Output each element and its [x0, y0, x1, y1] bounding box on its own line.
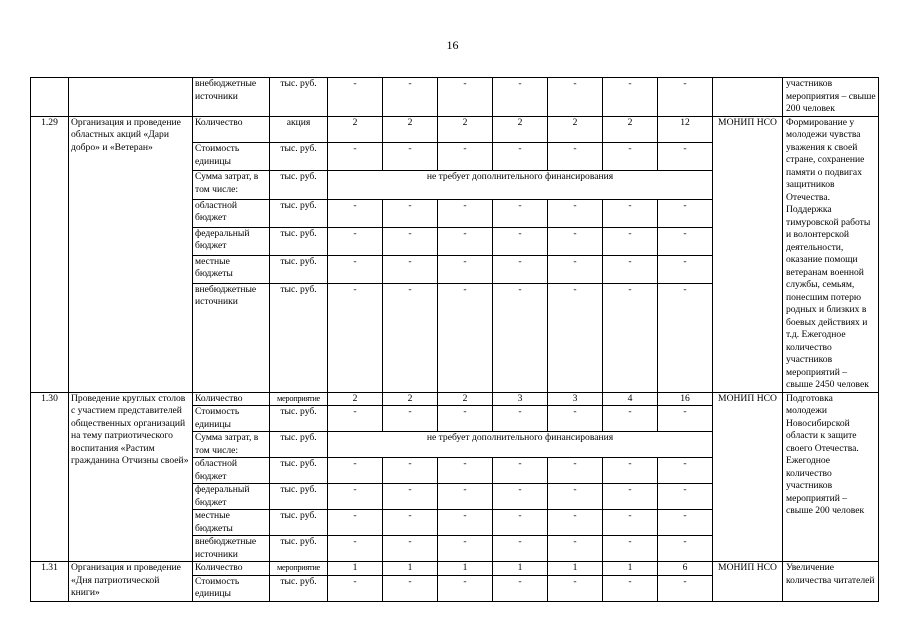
cell-name: Организация и проведение областных акций «Дари добро» и «Ветеран» [69, 116, 193, 392]
cell-value: 6 [658, 562, 713, 576]
cell-value: - [548, 78, 603, 117]
cell-value: 16 [658, 392, 713, 406]
cell-value: - [438, 484, 493, 510]
cell-value: - [493, 458, 548, 484]
cell-value: - [328, 458, 383, 484]
cell-unit: тыс. руб. [270, 143, 328, 171]
cell-executor: МОНИП НСО [713, 562, 783, 602]
cell-value: - [493, 536, 548, 562]
cell-value: 2 [328, 116, 383, 143]
cell-indicator: Количество [193, 392, 270, 406]
cell-indicator: местные бюджеты [193, 255, 270, 283]
cell-value: - [383, 78, 438, 117]
cell-value: - [603, 458, 658, 484]
cell-value: 1 [328, 562, 383, 576]
cell-value: - [383, 575, 438, 601]
cell-value: - [603, 575, 658, 601]
cell-unit: акция [270, 116, 328, 143]
cell-value: - [658, 536, 713, 562]
cell-value: - [328, 536, 383, 562]
cell-value: - [438, 143, 493, 171]
cell-value: 2 [438, 116, 493, 143]
program-table [30, 77, 879, 602]
cell-unit: тыс. руб. [270, 458, 328, 484]
cell-value: 1 [548, 562, 603, 576]
cell-num [31, 78, 69, 117]
cell-value: - [548, 510, 603, 536]
cell-value: - [328, 227, 383, 255]
cell-value: 1 [493, 562, 548, 576]
table-row [31, 562, 879, 576]
cell-value: - [438, 255, 493, 283]
cell-value: - [548, 143, 603, 171]
cell-unit: тыс. руб. [270, 199, 328, 227]
cell-value: - [328, 143, 383, 171]
cell-unit: мероприятие [270, 562, 328, 576]
cell-value: 3 [493, 392, 548, 406]
cell-value: - [438, 458, 493, 484]
cell-value: - [328, 484, 383, 510]
cell-value: - [438, 78, 493, 117]
cell-value: - [548, 536, 603, 562]
cell-num: 1.30 [31, 392, 69, 562]
cell-merged-note: не требует дополнительного финансирования [328, 432, 713, 458]
table-row [31, 78, 879, 117]
cell-indicator: Количество [193, 562, 270, 576]
cell-indicator: Количество [193, 116, 270, 143]
cell-value: - [438, 227, 493, 255]
cell-num: 1.29 [31, 116, 69, 392]
cell-value: - [383, 227, 438, 255]
cell-value: - [383, 510, 438, 536]
cell-value: 4 [603, 392, 658, 406]
cell-value: 3 [548, 392, 603, 406]
cell-value: - [548, 575, 603, 601]
cell-value: - [438, 536, 493, 562]
cell-value: - [603, 143, 658, 171]
cell-unit: тыс. руб. [270, 406, 328, 432]
cell-value: - [328, 510, 383, 536]
cell-indicator: внебюджетные источники [193, 283, 270, 392]
cell-value: - [493, 510, 548, 536]
cell-value: - [328, 575, 383, 601]
cell-value: - [548, 406, 603, 432]
cell-value: - [603, 484, 658, 510]
cell-executor: МОНИП НСО [713, 116, 783, 392]
cell-value: - [493, 227, 548, 255]
cell-value: 2 [438, 392, 493, 406]
cell-value: - [438, 575, 493, 601]
cell-value: - [383, 484, 438, 510]
cell-value: - [493, 283, 548, 392]
cell-value: - [438, 406, 493, 432]
cell-value: - [658, 510, 713, 536]
cell-executor [713, 78, 783, 117]
table-row [31, 116, 879, 143]
cell-unit: тыс. руб. [270, 432, 328, 458]
cell-value: - [383, 458, 438, 484]
cell-indicator: федеральный бюджет [193, 484, 270, 510]
cell-indicator: внебюджетные источники [193, 78, 270, 117]
cell-value: 2 [383, 116, 438, 143]
cell-result: Увеличение количества читателей [783, 562, 879, 602]
cell-value: 1 [438, 562, 493, 576]
cell-value: - [328, 283, 383, 392]
cell-value: - [383, 536, 438, 562]
cell-num: 1.31 [31, 562, 69, 602]
cell-value: - [493, 143, 548, 171]
cell-result: участников мероприятия – свыше 200 человек [783, 78, 879, 117]
cell-unit: тыс. руб. [270, 255, 328, 283]
cell-indicator: внебюджетные источники [193, 536, 270, 562]
cell-value: 1 [383, 562, 438, 576]
cell-value: - [493, 199, 548, 227]
page-number: 16 [446, 38, 459, 52]
cell-value: 1 [603, 562, 658, 576]
cell-value: - [658, 575, 713, 601]
cell-value: - [603, 406, 658, 432]
cell-unit: тыс. руб. [270, 283, 328, 392]
cell-value: - [328, 255, 383, 283]
cell-value: - [493, 255, 548, 283]
cell-value: 12 [658, 116, 713, 143]
cell-name: Организация и проведение «Дня патриотической книги» [69, 562, 193, 602]
cell-value: - [548, 255, 603, 283]
cell-indicator: областной бюджет [193, 199, 270, 227]
cell-value: - [328, 406, 383, 432]
cell-indicator: федеральный бюджет [193, 227, 270, 255]
cell-indicator: местные бюджеты [193, 510, 270, 536]
cell-value: - [658, 406, 713, 432]
cell-value: - [658, 199, 713, 227]
cell-unit: тыс. руб. [270, 227, 328, 255]
cell-unit: тыс. руб. [270, 510, 328, 536]
cell-value: 2 [548, 116, 603, 143]
cell-value: - [658, 283, 713, 392]
table-body [31, 78, 879, 602]
cell-value: - [548, 199, 603, 227]
cell-value: - [438, 199, 493, 227]
cell-value: 2 [383, 392, 438, 406]
cell-value: - [438, 510, 493, 536]
cell-value: - [383, 143, 438, 171]
cell-unit: тыс. руб. [270, 484, 328, 510]
cell-indicator: Стоимость единицы [193, 406, 270, 432]
cell-unit: тыс. руб. [270, 171, 328, 199]
cell-value: - [548, 227, 603, 255]
cell-executor: МОНИП НСО [713, 392, 783, 562]
cell-indicator: Сумма затрат, в том числе: [193, 432, 270, 458]
cell-value: 2 [328, 392, 383, 406]
cell-result: Формирование у молодежи чувства уважения к своей стране, сохранение памяти о подвигах защитников Отечества. Поддержка тимуровской работы и волонтерской деятельности, оказание помощи ветеранам военной службы, семьям, понесшим потерю родных и близких в боевых действиях и т.д. Ежегодное количество участников мероприятий – свыше 2450 человек [783, 116, 879, 392]
cell-indicator: Сумма затрат, в том числе: [193, 171, 270, 199]
cell-value: - [658, 255, 713, 283]
cell-value: - [383, 406, 438, 432]
cell-merged-note: не требует дополнительного финансирования [328, 171, 713, 199]
cell-result: Подготовка молодежи Новосибирской области к защите своего Отечества. Ежегодное количество участников мероприятий – свыше 200 человек [783, 392, 879, 562]
cell-value: - [493, 78, 548, 117]
cell-value: - [658, 227, 713, 255]
cell-unit: тыс. руб. [270, 575, 328, 601]
cell-value: - [438, 283, 493, 392]
cell-value: - [603, 283, 658, 392]
cell-value: - [493, 484, 548, 510]
cell-value: - [603, 78, 658, 117]
cell-indicator: Стоимость единицы [193, 143, 270, 171]
cell-unit: тыс. руб. [270, 536, 328, 562]
cell-value: - [493, 575, 548, 601]
cell-value: - [548, 283, 603, 392]
cell-value: - [383, 283, 438, 392]
cell-value: 2 [603, 116, 658, 143]
cell-value: - [658, 458, 713, 484]
cell-indicator: областной бюджет [193, 458, 270, 484]
cell-value: - [493, 406, 548, 432]
cell-value: - [658, 143, 713, 171]
cell-value: - [603, 536, 658, 562]
table-row [31, 392, 879, 406]
cell-name: Проведение круглых столов с участием представителей общественных организаций на тему патриотического воспитания «Растим гражданина Отчизны своей» [69, 392, 193, 562]
cell-value: - [603, 199, 658, 227]
cell-unit: мероприятие [270, 392, 328, 406]
cell-value: - [548, 484, 603, 510]
cell-value: - [548, 458, 603, 484]
cell-value: - [383, 255, 438, 283]
cell-value: - [328, 78, 383, 117]
cell-value: - [603, 510, 658, 536]
cell-value: - [328, 199, 383, 227]
cell-indicator: Стоимость единицы [193, 575, 270, 601]
cell-value: 2 [493, 116, 548, 143]
cell-unit: тыс. руб. [270, 78, 328, 117]
cell-value: - [658, 484, 713, 510]
cell-value: - [658, 78, 713, 117]
cell-name [69, 78, 193, 117]
cell-value: - [603, 227, 658, 255]
cell-value: - [603, 255, 658, 283]
cell-value: - [383, 199, 438, 227]
